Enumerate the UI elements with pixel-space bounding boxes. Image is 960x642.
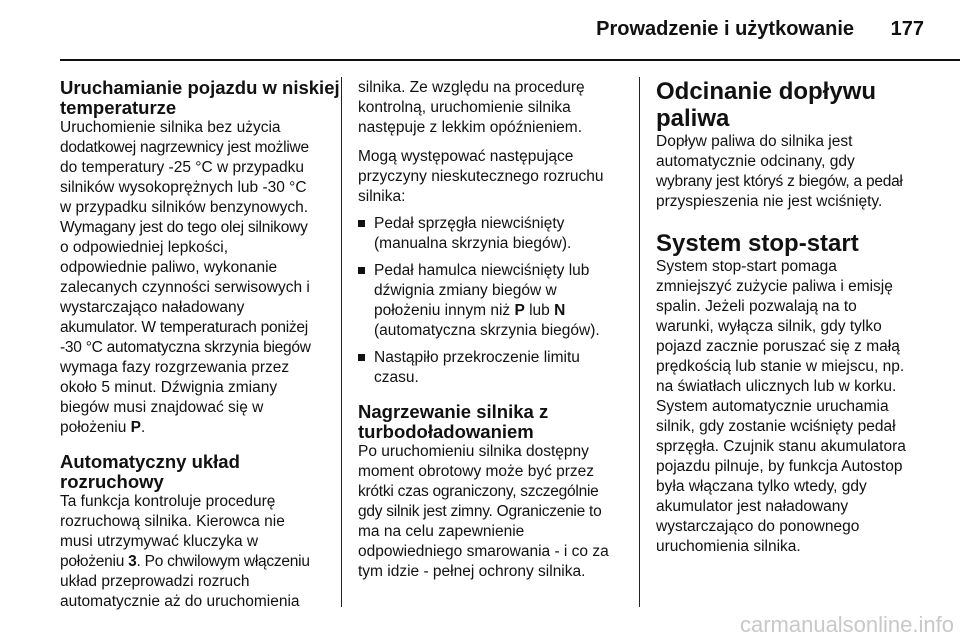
section-title-cold-start: Uruchamianie pojazdu w niskiej temperaturze <box>60 77 340 118</box>
section-title-stop-start: System stop-start <box>656 230 859 257</box>
list-item: Pedał hamulca niewciśnięty lub dźwignia zmiany biegów w położeniu innym niż P lub N (automatyczna skrzynia biegów). <box>358 261 630 341</box>
section-title-auto-start: Automatyczny układ rozruchowy <box>60 451 240 492</box>
list-item: Pedał sprzęgła niewciśnięty (manualna skrzynia biegów). <box>358 214 630 254</box>
column-divider-2 <box>639 77 640 607</box>
section-title-fuel-cutoff: Odcinanie dopływu paliwa <box>656 78 877 132</box>
paragraph-turbo-warmup: Po uruchomieniu silnika dostępny moment obrotowy może być przez krótki czas ograniczony, szczególnie gdy silnik jest zimny. Ograniczenie to ma na celu zapewnienie odpowiedniego smarowania - i co za tym idzie - pełnej ochrony silnika. <box>358 443 609 580</box>
header-rule <box>60 59 960 61</box>
watermark: carmanualsonline.info <box>739 612 954 637</box>
paragraph-auto-start: Ta funkcja kontroluje procedurę rozruchową silnika. Kierowca nie musi utrzymywać kluczyka w położeniu 3. Po chwilowym włączeniu układ przeprowadzi rozruch automatycznie aż do uruchomienia <box>60 493 310 610</box>
paragraph-fuel-cutoff: Dopływ paliwa do silnika jest automatycznie odcinany, gdy wybrany jest któryś z biegów, a pedał przyspieszenia nie jest wciśnięty. <box>656 133 903 210</box>
paragraph-stop-start: System stop-start pomaga zmniejszyć zużycie paliwa i emisję spalin. Jeżeli pozwalają na to warunki, wyłącza silnik, gdy tylko pojazd zacznie poruszać się z małą prędkością lub stanie w miejscu, np. na światłach ulicznych lub w korku. System automatycznie uruchamia silnik, gdy zostanie wciśnięty pedał sprzęgła. Czujnik stanu akumulatora pojazdu pilnuje, by funkcja Autostop była włączana tylko wtedy, gdy akumulator jest naładowany wystarczająco do ponownego uruchomienia silnika. <box>656 258 906 555</box>
running-header-title: Prowadzenie i użytkowanie <box>596 18 854 40</box>
section-title-turbo-warmup: Nagrzewanie silnika z turbodoładowaniem <box>358 401 549 442</box>
paragraph-auto-start-cont: silnika. Ze względu na procedurę kontrolną, uruchomienie silnika następuje z lekkim opóźnieniem. <box>358 79 585 136</box>
paragraph-causes: Mogą występować następujące przyczyny nieskutecznego rozruchu silnika: <box>358 148 604 205</box>
column-3 <box>656 78 956 557</box>
paragraph-cold-start: Uruchomienie silnika bez użycia dodatkowej nagrzewnicy jest możliwe do temperatury -25 °C w przypadku silników wysokoprężnych lub -30 °C w przypadku silników benzynowych. Wymagany jest do tego olej silnikowy o odpowiedniej lepkości, odpowiednie paliwo, wykonanie zalecanych czynności serwisowych i wystarczająco naładowany akumulator. W temperaturach poniżej -30 °C automatyczna skrzynia biegów wymaga fazy rozgrzewania przez około 5 minut. Dźwignia zmiany biegów musi znajdować się w położeniu P. <box>60 119 311 436</box>
column-1 <box>60 77 340 612</box>
causes-list <box>358 214 630 388</box>
page-number: 177 <box>890 18 924 40</box>
page-header <box>0 0 960 62</box>
column-2 <box>358 78 630 582</box>
list-item: Nastąpiło przekroczenie limitu czasu. <box>358 348 630 388</box>
column-divider-1 <box>341 77 342 607</box>
